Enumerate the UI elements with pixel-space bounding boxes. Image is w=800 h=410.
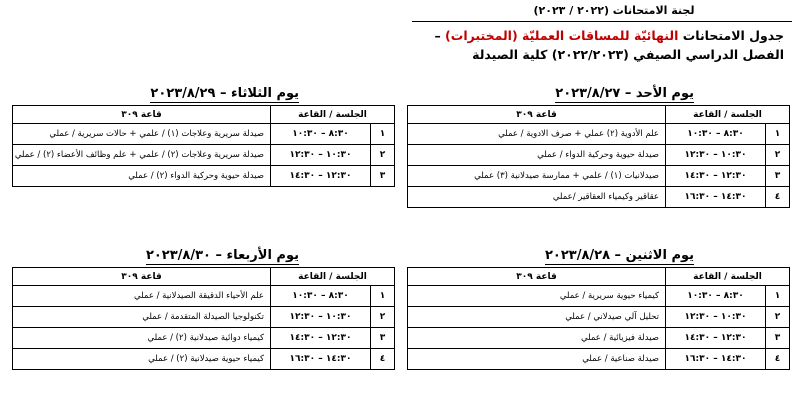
table-row: [13, 307, 395, 328]
session-time: ١٢:٣٠ – ١٤:٣٠: [666, 328, 766, 349]
table-row: [13, 328, 395, 349]
heading-text-highlight: النهائيّة للمساقات العمليّة (المختبرات): [445, 28, 679, 43]
room-header: قاعة ٣٠٩: [408, 106, 666, 124]
session-time: ١٠:٣٠ – ١٢:٣٠: [271, 307, 371, 328]
day-block-sunday: [407, 86, 790, 208]
schedule-table-wednesday: [12, 267, 395, 370]
session-time: ١٢:٣٠ – ١٤:٣٠: [271, 166, 371, 187]
table-row: [13, 145, 395, 166]
session-number: ٢: [371, 307, 395, 328]
table-row: [408, 286, 790, 307]
room-header: قاعة ٣٠٩: [13, 268, 271, 286]
day-block-wednesday: [12, 248, 395, 370]
table-row: [408, 328, 790, 349]
table-row: [408, 124, 790, 145]
session-number: ٤: [766, 349, 790, 370]
day-title-sunday: يوم الأحد – ٢٠٢٣/٨/٢٧: [555, 86, 694, 101]
table-row: [408, 349, 790, 370]
subject-cell: صيدلة فيزيائية / عملي: [408, 328, 666, 349]
session-time: ١٤:٣٠ – ١٦:٣٠: [271, 349, 371, 370]
heading-text-start: جدول الامتحانات: [678, 28, 784, 43]
session-time: ١٤:٣٠ – ١٦:٣٠: [666, 187, 766, 208]
table-row: [408, 166, 790, 187]
subject-cell: صيدلة سريرية وعلاجات (٢) / علمي + علم وظائف الأعضاء (٢) / عملي: [13, 145, 271, 166]
day-title-wednesday: يوم الأربعاء – ٢٠٢٣/٨/٣٠: [145, 248, 299, 263]
session-time: ١٢:٣٠ – ١٤:٣٠: [666, 166, 766, 187]
session-time: ٨:٣٠ – ١٠:٣٠: [666, 286, 766, 307]
heading-text-end: – الفصل الدراسي الصيفي (٢٠٢٢/٢٠٢٣) كلية الصيدلة: [434, 28, 784, 62]
schedule-table-tuesday: [12, 105, 395, 187]
room-header: قاعة ٣٠٩: [13, 106, 271, 124]
session-time: ٨:٣٠ – ١٠:٣٠: [271, 124, 371, 145]
table-row: [13, 286, 395, 307]
subject-cell: صيدلانيات (١) / علمي + ممارسة صيدلانية (٣) عملي: [408, 166, 666, 187]
session-number: ٢: [766, 307, 790, 328]
subject-cell: تحليل آلي صيدلاني / عملي: [408, 307, 666, 328]
schedule-table-monday: [407, 267, 790, 370]
session-number: ١: [766, 286, 790, 307]
session-number: ٣: [371, 328, 395, 349]
subject-cell: علم الأدوية (٢) عملي + صرف الادوية / عملي: [408, 124, 666, 145]
table-row: [408, 187, 790, 208]
session-number: ٣: [766, 166, 790, 187]
table-row: [408, 307, 790, 328]
session-time: ١٠:٣٠ – ١٢:٣٠: [666, 145, 766, 166]
table-body-wednesday: [13, 286, 395, 370]
subject-cell: عقاقير وكيمياء العقاقير /عملي: [408, 187, 666, 208]
session-header: الجلسة / القاعة: [666, 268, 790, 286]
session-time: ١٢:٣٠ – ١٤:٣٠: [271, 328, 371, 349]
session-number: ٢: [766, 145, 790, 166]
subject-cell: تكنولوجيا الصيدلة المتقدمة / عملي: [13, 307, 271, 328]
session-time: ٨:٣٠ – ١٠:٣٠: [666, 124, 766, 145]
header-divider: [412, 21, 792, 22]
subject-cell: كيمياء دوائية صيدلانية (٢) / عملي: [13, 328, 271, 349]
session-number: ١: [371, 124, 395, 145]
session-number: ٣: [766, 328, 790, 349]
subject-cell: كيمياء حيوية صيدلانية (٢) / عملي: [13, 349, 271, 370]
table-row: [13, 166, 395, 187]
session-number: ٤: [371, 349, 395, 370]
subject-cell: صيدلة حيوية وحركية الدواء (٢) / عملي: [13, 166, 271, 187]
table-body-sunday: [408, 124, 790, 208]
session-time: ١٠:٣٠ – ١٢:٣٠: [666, 307, 766, 328]
session-number: ١: [766, 124, 790, 145]
subject-cell: صيدلة سريرية وعلاجات (١) / علمي + حالات سريرية / عملي: [13, 124, 271, 145]
table-row: [408, 145, 790, 166]
table-body-monday: [408, 286, 790, 370]
room-header: قاعة ٣٠٩: [408, 268, 666, 286]
session-number: ١: [371, 286, 395, 307]
session-header: الجلسة / القاعة: [666, 106, 790, 124]
day-title-tuesday: يوم الثلاثاء – ٢٠٢٣/٨/٢٩: [150, 86, 299, 101]
subject-cell: صيدلة صناعية / عملي: [408, 349, 666, 370]
session-time: ١٤:٣٠ – ١٦:٣٠: [666, 349, 766, 370]
subject-cell: كيمياء حيوية سريرية / عملي: [408, 286, 666, 307]
schedule-table-sunday: [407, 105, 790, 208]
day-title-monday: يوم الاثنين – ٢٠٢٣/٨/٢٨: [544, 248, 694, 263]
table-row: [13, 124, 395, 145]
table-body-tuesday: [13, 124, 395, 187]
page-heading: [404, 26, 784, 64]
session-time: ١٠:٣٠ – ١٢:٣٠: [271, 145, 371, 166]
session-header: الجلسة / القاعة: [271, 106, 395, 124]
session-number: ٤: [766, 187, 790, 208]
day-block-monday: [407, 248, 790, 370]
session-number: ٣: [371, 166, 395, 187]
session-number: ٢: [371, 145, 395, 166]
session-header: الجلسة / القاعة: [271, 268, 395, 286]
table-row: [13, 349, 395, 370]
subject-cell: علم الأحياء الدقيقة الصيدلانية / عملي: [13, 286, 271, 307]
subject-cell: صيدلة حيوية وحركية الدواء / عملي: [408, 145, 666, 166]
session-time: ٨:٣٠ – ١٠:٣٠: [271, 286, 371, 307]
day-block-tuesday: [12, 86, 395, 187]
committee-title: لجنة الامتحانات (٢٠٢٢ / ٢٠٢٣): [533, 4, 695, 17]
